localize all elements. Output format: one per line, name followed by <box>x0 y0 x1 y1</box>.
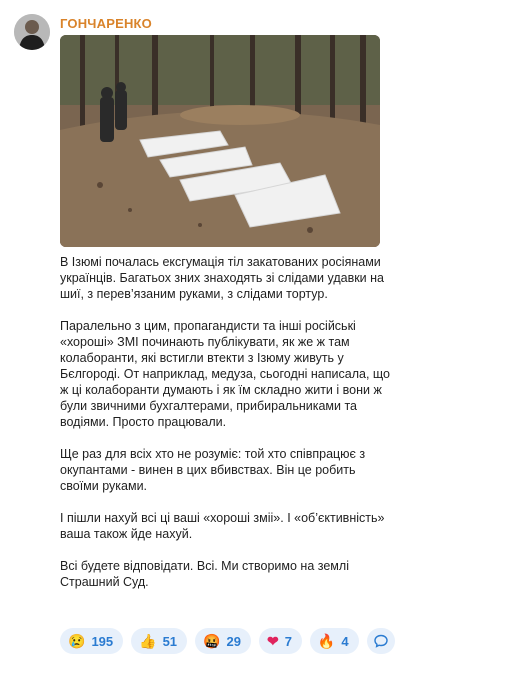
reaction-heart[interactable] <box>259 628 302 654</box>
channel-name[interactable]: ГОНЧАРЕНКО <box>60 16 152 31</box>
reaction-count: 195 <box>91 633 114 649</box>
channel-avatar[interactable] <box>14 14 50 50</box>
reaction-count: 29 <box>226 633 241 649</box>
post-text <box>60 254 390 606</box>
post-paragraph: Всі будете відповідати. Всі. Ми створимо на землі Страшний Суд. <box>60 559 349 589</box>
reaction-count: 4 <box>341 633 349 649</box>
crying-face-icon: 😢 <box>68 633 86 649</box>
fire-icon: 🔥 <box>317 633 336 649</box>
reaction-cursing[interactable] <box>195 628 251 654</box>
add-reaction-button[interactable] <box>367 628 395 654</box>
reaction-count: 51 <box>162 633 178 649</box>
heart-icon: ❤ <box>266 633 279 649</box>
post-paragraph: І пішли нахуй всі ці ваші «хороші зміі». І «об’єктивність» ваша також йде нахуй. <box>60 511 385 541</box>
post-paragraph: Паралельно з цим, пропагандисти та інші російські «хороші» ЗМІ починають публікувати, як же ж там колаборанти, які встигли втекти з Ізюму живуть у Бєлгороді. От наприклад, медуза, сьогодні написала, що ж ці колаборанти думають і як їм складно жити і вони ж були звичними бухгалтерами, прибиральниками та водіями. Просто працювали. <box>60 319 390 429</box>
reaction-fire[interactable] <box>310 628 359 654</box>
post-paragraph: В Ізюмі почалась ексгумація тіл закатованих росіянами українців. Багатьох зних знаходять зі слідами удавки на шиї, з перев’язаним руками, з слідами тортур. <box>60 255 384 301</box>
thumbs-up-icon: 👍 <box>139 633 157 649</box>
post-paragraph: Ще раз для всіх хто не розуміє: той хто співпрацює з окупантами - винен в цих вбивствах. Він це робить своїми руками. <box>60 447 366 493</box>
reaction-crying[interactable] <box>60 628 123 654</box>
add-reaction-icon <box>373 633 389 649</box>
reactions-bar <box>60 628 395 654</box>
reaction-thumbs-up[interactable] <box>131 628 187 654</box>
post-photo[interactable] <box>60 35 380 247</box>
reaction-count: 7 <box>284 633 292 649</box>
cursing-face-icon: 🤬 <box>203 633 221 649</box>
